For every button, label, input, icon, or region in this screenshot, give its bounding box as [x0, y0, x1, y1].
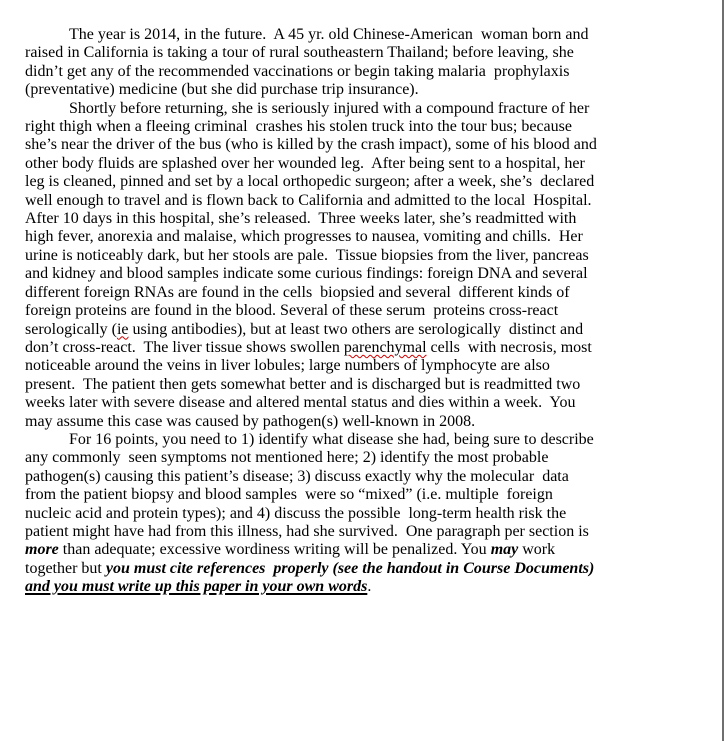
document-text-body: [25, 26, 603, 597]
paragraph-case-history: [25, 100, 603, 431]
spellcheck-flagged-word: parenchymal: [343, 338, 427, 356]
text-run: than adequate; excessive wordiness writing will be penalized. You: [58, 541, 491, 559]
paragraph-intro: [25, 26, 603, 100]
text-run: and you must write up this paper in your own words: [25, 578, 368, 596]
text-run: work together but: [25, 541, 560, 577]
text-run: may: [490, 541, 519, 559]
text-run: you must cite references properly (see the handout in Course Documents): [105, 559, 599, 577]
paragraph-assignment: [25, 431, 603, 597]
text-run: cells with necrosis, most noticeable around the veins in liver lobules; large numbers of lymphocyte are also present. The patient then gets somewhat better and is discharged but is readmitted two weeks later with severe disease and altered mental status and dies within a week. You may assume this case was caused by pathogen(s) well-known in 2008.: [25, 338, 596, 430]
text-run: .: [367, 578, 372, 596]
text-run: using antibodies), but at least two others are serologically distinct and don’t cross-react. The liver tissue shows swollen: [25, 320, 588, 356]
text-run: Shortly before returning, she is seriously injured with a compound fracture of her right thigh when a fleeing criminal crashes his stolen truck into the tour bus; because she’s near the driver of the bus (who is killed by the crash impact), some of his blood and other body fluids are splashed over her wounded leg. After being sent to a hospital, her leg is cleaned, pinned and set by a local orthopedic surgeon; after a week, she’s declared well enough to travel and is flown back to California and admitted to the local Hospital. After 10 days in this hospital, she’s released. Three weeks later, she’s readmitted with high fever, anorexia and malaise, which progresses to nausea, vomiting and chills. Her urine is noticeably dark, but her stools are pale. Tissue biopsies from the liver, pancreas and kidney and blood samples indicate some curious findings: foreign DNA and several different foreign RNAs are found in the cells biopsied and several different kinds of foreign proteins are found in the blood. Several of these serum proteins cross-react serologically (: [25, 99, 601, 338]
text-run: The year is 2014, in the future. A 45 yr. old Chinese-American woman born and raised in California is taking a tour of rural southeastern Thailand; before leaving, she didn’t get any of the recommended vaccinations or begin taking malaria prophylaxis (preventative) medicine (but she did purchase trip insurance).: [25, 26, 593, 99]
spellcheck-flagged-word: ie: [116, 320, 129, 338]
text-run: For 16 points, you need to 1) identify what disease she had, being sure to describe any commonly seen symptoms not mentioned here; 2) identify the most probable pathogen(s) causing this patient’s disease; 3) discuss exactly why the molecular data from the patient biopsy and blood samples were so “mixed” (i.e. multiple foreign nucleic acid and protein types); and 4) discuss the possible long-term health risk the patient might have had from this illness, had she survived. One paragraph per section is: [25, 430, 598, 540]
text-run: more: [25, 541, 59, 559]
